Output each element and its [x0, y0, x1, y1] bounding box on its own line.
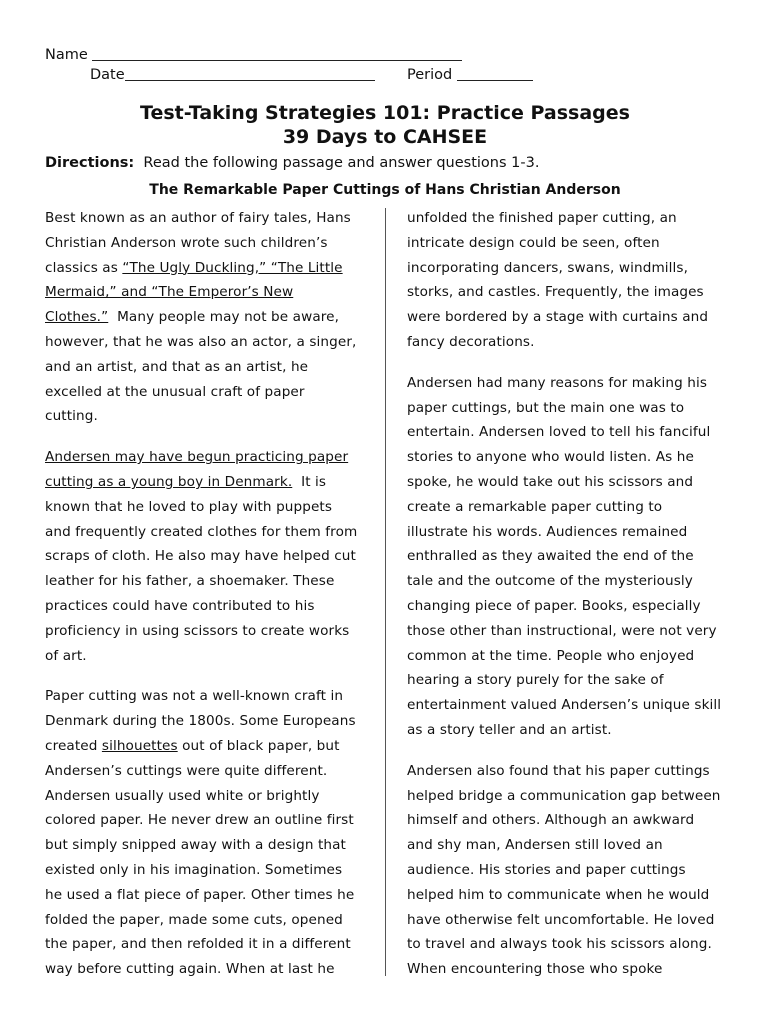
date-blank-line[interactable] [125, 66, 375, 81]
paragraph-gap [45, 668, 375, 684]
text-line: known that he loved to play with puppets [45, 498, 333, 515]
text-line: himself and others. Although an awkward [407, 812, 695, 829]
text-line: excelled at the unusual craft of paper [45, 383, 305, 400]
date-label: Date [90, 67, 125, 83]
text-line: paper cuttings, but the main one was to [407, 399, 685, 416]
underlined-titles: “The Ugly Duckling,” “The Little [122, 259, 343, 276]
text-line: have otherwise felt uncomfortable. He loved [407, 911, 715, 928]
text-fragment: It is [301, 473, 327, 490]
underlined-sentence: Andersen may have begun practicing paper [45, 449, 349, 466]
text-line: helped him to communicate when he would [407, 886, 710, 903]
text-line: Christian Anderson wrote such children’s [45, 234, 328, 251]
text-line: as a story teller and an artist. [407, 721, 612, 738]
text-line: changing piece of paper. Books, especially [407, 597, 701, 614]
text-line [45, 734, 375, 759]
text-line [45, 470, 375, 495]
paragraph-gap [45, 429, 375, 445]
column-divider [385, 208, 386, 976]
text-line: stories to anyone who would listen. As he [407, 449, 694, 466]
text-line: Andersen also found that his paper cuttings [407, 762, 710, 779]
text-line: scraps of cloth. He also may have helped cut [45, 548, 356, 565]
text-line: storks, and castles. Frequently, the images [407, 284, 704, 301]
text-line: Andersen’s cuttings were quite different. [45, 762, 328, 779]
period-label: Period [407, 67, 453, 83]
text-line: illustrate his words. Audiences remained [407, 523, 688, 540]
text-fragment: out of black paper, but [182, 737, 340, 754]
underlined-titles: Mermaid,” and “The Emperor’s New [45, 284, 294, 301]
text-line: fancy decorations. [407, 333, 535, 350]
text-line: entertainment valued Andersen’s unique skill [407, 697, 722, 714]
page-title: Test-Taking Strategies 101: Practice Passages [140, 102, 630, 124]
paragraph-gap [407, 355, 729, 371]
underlined-word: silhouettes [101, 737, 178, 754]
text-line: spoke, he would take out his scissors and [407, 473, 694, 490]
text-line [45, 445, 375, 470]
text-line: Andersen had many reasons for making his [407, 374, 708, 391]
text-line: existed only in his imagination. Sometimes [45, 861, 343, 878]
text-line: however, that he was also an actor, a singer, [45, 333, 357, 350]
text-line: folded the paper, made some cuts, opened [45, 911, 343, 928]
text-line: cutting. [45, 408, 98, 425]
text-line [45, 280, 375, 305]
text-line: and an artist, and that as an artist, he [45, 358, 309, 375]
passage-title: The Remarkable Paper Cuttings of Hans Christian Anderson [149, 182, 621, 198]
text-line: and shy man, Andersen still loved an [407, 837, 663, 854]
directions-text: Read the following passage and answer questions 1-3. [143, 155, 540, 171]
text-line: entertain. Andersen loved to tell his fanciful [407, 424, 711, 441]
text-line: Best known as an author of fairy tales, Hans [45, 210, 351, 226]
text-line: the paper, and then refolded it in a different [45, 936, 351, 953]
name-label: Name [45, 47, 88, 63]
text-line: were bordered by a stage with curtains and [407, 309, 709, 326]
text-line: When encountering those who spoke [407, 961, 663, 978]
left-column [45, 206, 375, 982]
text-line: hearing a story purely for the sake of [407, 672, 664, 689]
text-line: those other than instructional, were not very [407, 622, 717, 639]
underlined-titles: Clothes.” [45, 309, 109, 326]
text-line: enthralled as they awaited the end of the [407, 548, 694, 565]
text-line [45, 256, 375, 281]
text-line: and frequently created clothes for them from [45, 523, 358, 540]
period-field[interactable] [407, 66, 533, 83]
underlined-sentence: cutting as a young boy in Denmark. [45, 473, 293, 490]
date-field[interactable] [90, 66, 375, 83]
page-subtitle: 39 Days to CAHSEE [282, 126, 488, 148]
text-line: colored paper. He never drew an outline first [45, 812, 354, 829]
text-line: common at the time. People who enjoyed [407, 647, 695, 664]
text-line [45, 305, 375, 330]
text-line: tale and the outcome of the mysteriously [407, 573, 693, 590]
directions-label: Directions: [45, 155, 135, 171]
text-line: Andersen usually used white or brightly [45, 787, 320, 804]
text-line: way before cutting again. When at last he [45, 961, 335, 978]
text-line: incorporating dancers, swans, windmills, [407, 259, 689, 276]
text-line: practices could have contributed to his [45, 597, 315, 614]
text-fragment: classics as [45, 259, 118, 276]
text-line: but simply snipped away with a design that [45, 837, 346, 854]
right-column [407, 206, 729, 982]
directions [45, 155, 539, 171]
name-blank-line[interactable] [92, 46, 462, 61]
name-field[interactable] [45, 46, 462, 63]
text-line: unfolded the finished paper cutting, an [407, 210, 677, 226]
text-line: audience. His stories and paper cuttings [407, 861, 686, 878]
text-line: proficiency in using scissors to create works [45, 622, 350, 639]
text-line: Denmark during the 1800s. Some Europeans [45, 713, 356, 730]
text-line: leather for his father, a shoemaker. These [45, 573, 335, 590]
text-line: intricate design could be seen, often [407, 234, 660, 251]
text-line: Paper cutting was not a well-known craft in [45, 688, 344, 705]
text-line: create a remarkable paper cutting to [407, 498, 663, 515]
text-line: helped bridge a communication gap between [407, 787, 721, 804]
text-line: he used a flat piece of paper. Other times he [45, 886, 355, 903]
period-blank-line[interactable] [457, 66, 533, 81]
text-fragment: created [45, 737, 98, 754]
text-line: of art. [45, 647, 87, 664]
text-fragment: Many people may not be aware, [117, 309, 340, 326]
text-line: to travel and always took his scissors along. [407, 936, 712, 953]
paragraph-gap [407, 743, 729, 759]
